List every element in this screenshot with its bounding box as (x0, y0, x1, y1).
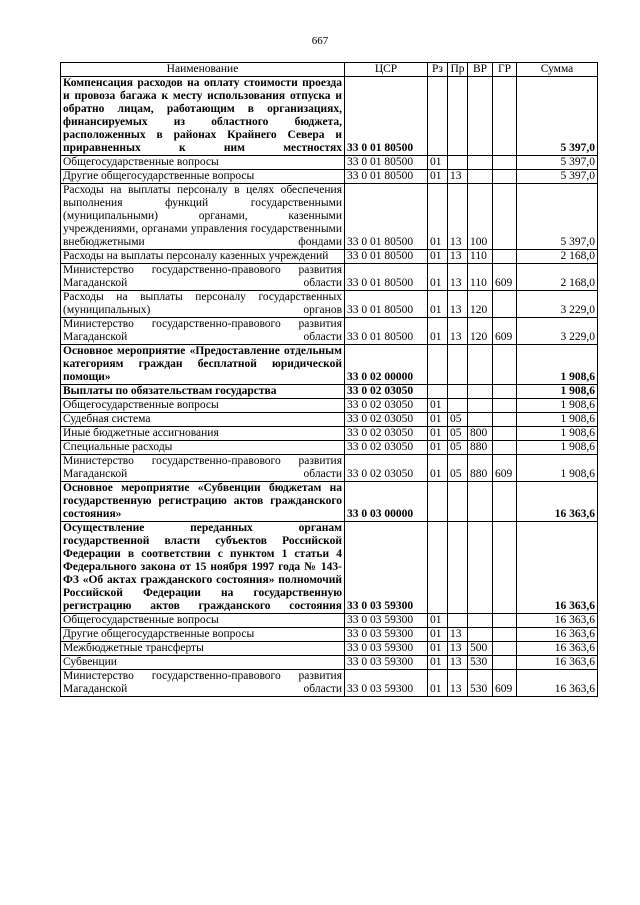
cell-vr (468, 170, 493, 184)
cell-csr: 33 0 02 03050 (345, 385, 428, 399)
cell-sum: 1 908,6 (517, 399, 598, 413)
cell-rz: 01 (428, 264, 448, 291)
cell-csr: 33 0 02 03050 (345, 427, 428, 441)
cell-gr: 609 (493, 670, 517, 697)
cell-csr: 33 0 03 59300 (345, 642, 428, 656)
cell-sum: 2 168,0 (517, 250, 598, 264)
cell-name: Общегосударственные вопросы (61, 156, 345, 170)
cell-pr: 13 (448, 264, 468, 291)
cell-gr (493, 170, 517, 184)
table-row (61, 614, 598, 628)
cell-sum: 1 908,6 (517, 345, 598, 385)
cell-csr: 33 0 02 03050 (345, 413, 428, 427)
column-header-rz: Рз (428, 63, 448, 77)
cell-vr (468, 614, 493, 628)
table-row (61, 345, 598, 385)
cell-vr (468, 399, 493, 413)
cell-name: Выплаты по обязательствам государства (61, 385, 345, 399)
column-header-vr: ВР (468, 63, 493, 77)
cell-csr: 33 0 01 80500 (345, 156, 428, 170)
cell-csr: 33 0 01 80500 (345, 318, 428, 345)
cell-csr: 33 0 03 59300 (345, 628, 428, 642)
cell-vr (468, 482, 493, 522)
cell-name: Специальные расходы (61, 441, 345, 455)
cell-name: Министерство государственно-правового развития Магаданской области (61, 670, 345, 697)
table-row (61, 184, 598, 250)
cell-csr: 33 0 03 59300 (345, 522, 428, 614)
cell-sum: 1 908,6 (517, 413, 598, 427)
column-header-sum: Сумма (517, 63, 598, 77)
column-header-csr: ЦСР (345, 63, 428, 77)
cell-sum: 16 363,6 (517, 614, 598, 628)
column-header-gr: ГР (493, 63, 517, 77)
cell-vr: 530 (468, 670, 493, 697)
cell-gr: 609 (493, 264, 517, 291)
cell-pr (448, 399, 468, 413)
cell-name: Другие общегосударственные вопросы (61, 628, 345, 642)
cell-sum: 5 397,0 (517, 184, 598, 250)
cell-rz: 01 (428, 614, 448, 628)
cell-pr (448, 522, 468, 614)
cell-rz: 01 (428, 399, 448, 413)
cell-pr (448, 482, 468, 522)
cell-pr: 13 (448, 170, 468, 184)
cell-vr (468, 77, 493, 156)
cell-vr: 110 (468, 264, 493, 291)
cell-gr (493, 427, 517, 441)
cell-pr: 13 (448, 642, 468, 656)
table-row (61, 264, 598, 291)
cell-rz: 01 (428, 642, 448, 656)
cell-rz: 01 (428, 250, 448, 264)
cell-rz: 01 (428, 413, 448, 427)
table-row (61, 441, 598, 455)
cell-vr: 530 (468, 656, 493, 670)
cell-vr (468, 385, 493, 399)
cell-vr (468, 628, 493, 642)
table-row (61, 455, 598, 482)
cell-name: Расходы на выплаты персоналу в целях обеспечения выполнения функций государственными (муниципальными) органами, казенными учреждениями, органами управления государственными внебюджетными фондами (61, 184, 345, 250)
cell-name: Основное мероприятие «Предоставление отдельным категориям граждан бесплатной юридической помощи» (61, 345, 345, 385)
table-row (61, 250, 598, 264)
cell-pr: 13 (448, 318, 468, 345)
cell-gr (493, 291, 517, 318)
cell-gr (493, 522, 517, 614)
cell-pr (448, 156, 468, 170)
cell-gr (493, 156, 517, 170)
cell-name: Общегосударственные вопросы (61, 399, 345, 413)
cell-name: Иные бюджетные ассигнования (61, 427, 345, 441)
cell-pr (448, 614, 468, 628)
cell-sum: 3 229,0 (517, 291, 598, 318)
cell-csr: 33 0 03 59300 (345, 656, 428, 670)
cell-csr: 33 0 03 59300 (345, 614, 428, 628)
cell-rz: 01 (428, 670, 448, 697)
cell-gr (493, 656, 517, 670)
cell-gr (493, 441, 517, 455)
table-row (61, 670, 598, 697)
cell-gr (493, 345, 517, 385)
cell-rz: 01 (428, 318, 448, 345)
cell-name: Осуществление переданных органам государственной власти субъектов Российской Федерации в соответствии с пунктом 1 статьи 4 Федерального закона от 15 ноября 1997 года № 143-ФЗ «Об актах гражданского состояния» полномочий Российской Федерации на государственную регистрацию актов гражданского состояния (61, 522, 345, 614)
cell-rz: 01 (428, 170, 448, 184)
cell-gr: 609 (493, 318, 517, 345)
table-row (61, 642, 598, 656)
table-row (61, 628, 598, 642)
cell-name: Министерство государственно-правового развития Магаданской области (61, 264, 345, 291)
cell-vr: 880 (468, 441, 493, 455)
cell-pr: 05 (448, 441, 468, 455)
table-row (61, 156, 598, 170)
cell-name: Министерство государственно-правового развития Магаданской области (61, 455, 345, 482)
table-row (61, 427, 598, 441)
cell-csr: 33 0 01 80500 (345, 170, 428, 184)
cell-rz (428, 482, 448, 522)
cell-pr: 13 (448, 628, 468, 642)
budget-table (60, 62, 598, 697)
table-row (61, 399, 598, 413)
cell-pr: 13 (448, 250, 468, 264)
cell-rz: 01 (428, 455, 448, 482)
cell-sum: 16 363,6 (517, 522, 598, 614)
table-row (61, 656, 598, 670)
cell-pr (448, 345, 468, 385)
column-header-pr: Пр (448, 63, 468, 77)
cell-name: Межбюджетные трансферты (61, 642, 345, 656)
cell-gr (493, 385, 517, 399)
cell-name: Министерство государственно-правового развития Магаданской области (61, 318, 345, 345)
cell-vr: 110 (468, 250, 493, 264)
cell-gr (493, 413, 517, 427)
cell-gr (493, 482, 517, 522)
cell-sum: 3 229,0 (517, 318, 598, 345)
cell-csr: 33 0 02 03050 (345, 441, 428, 455)
cell-vr (468, 156, 493, 170)
cell-rz: 01 (428, 291, 448, 318)
cell-rz: 01 (428, 656, 448, 670)
cell-sum: 1 908,6 (517, 455, 598, 482)
cell-rz: 01 (428, 441, 448, 455)
table-body (61, 77, 598, 697)
cell-gr (493, 250, 517, 264)
cell-pr: 05 (448, 427, 468, 441)
cell-pr: 13 (448, 291, 468, 318)
table-row (61, 77, 598, 156)
cell-rz: 01 (428, 628, 448, 642)
cell-name: Основное мероприятие «Субвенции бюджетам на государственную регистрацию актов гражданского состояния» (61, 482, 345, 522)
cell-gr (493, 184, 517, 250)
cell-sum: 16 363,6 (517, 642, 598, 656)
cell-gr (493, 628, 517, 642)
table-row (61, 413, 598, 427)
cell-name: Судебная система (61, 413, 345, 427)
table-header-row (61, 63, 598, 77)
cell-vr (468, 345, 493, 385)
cell-vr: 500 (468, 642, 493, 656)
cell-pr (448, 77, 468, 156)
cell-pr: 13 (448, 656, 468, 670)
cell-name: Компенсация расходов на оплату стоимости проезда и провоза багажа к месту использования отпуска и обратно лицам, работающим в организациях, финансируемых из областного бюджета, расположенных в районах Крайнего Севера и приравненных к ним местностях (61, 77, 345, 156)
table-row (61, 385, 598, 399)
cell-rz (428, 345, 448, 385)
cell-rz (428, 522, 448, 614)
cell-gr (493, 642, 517, 656)
cell-sum: 1 908,6 (517, 427, 598, 441)
cell-gr: 609 (493, 455, 517, 482)
cell-sum: 1 908,6 (517, 441, 598, 455)
cell-gr (493, 399, 517, 413)
cell-vr: 100 (468, 184, 493, 250)
page-number: 667 (311, 35, 329, 47)
cell-csr: 33 0 01 80500 (345, 184, 428, 250)
cell-name: Другие общегосударственные вопросы (61, 170, 345, 184)
cell-pr: 13 (448, 184, 468, 250)
cell-pr: 13 (448, 670, 468, 697)
table-row (61, 291, 598, 318)
cell-csr: 33 0 01 80500 (345, 77, 428, 156)
cell-rz: 01 (428, 156, 448, 170)
cell-sum: 16 363,6 (517, 670, 598, 697)
cell-name: Субвенции (61, 656, 345, 670)
cell-rz: 01 (428, 427, 448, 441)
cell-csr: 33 0 02 03050 (345, 399, 428, 413)
table-row (61, 318, 598, 345)
cell-vr (468, 413, 493, 427)
table-row (61, 482, 598, 522)
cell-name: Расходы на выплаты персоналу государственных (муниципальных) органов (61, 291, 345, 318)
table-row (61, 170, 598, 184)
cell-vr (468, 522, 493, 614)
cell-sum: 16 363,6 (517, 656, 598, 670)
cell-sum: 5 397,0 (517, 77, 598, 156)
cell-name: Общегосударственные вопросы (61, 614, 345, 628)
cell-pr (448, 385, 468, 399)
cell-csr: 33 0 03 59300 (345, 670, 428, 697)
cell-csr: 33 0 01 80500 (345, 264, 428, 291)
column-header-name: Наименование (61, 63, 345, 77)
cell-sum: 16 363,6 (517, 628, 598, 642)
cell-vr: 120 (468, 291, 493, 318)
cell-csr: 33 0 02 03050 (345, 455, 428, 482)
cell-sum: 1 908,6 (517, 385, 598, 399)
table-row (61, 522, 598, 614)
cell-sum: 5 397,0 (517, 156, 598, 170)
cell-csr: 33 0 02 00000 (345, 345, 428, 385)
cell-rz (428, 77, 448, 156)
cell-vr: 880 (468, 455, 493, 482)
cell-pr: 05 (448, 413, 468, 427)
cell-rz (428, 385, 448, 399)
cell-csr: 33 0 01 80500 (345, 291, 428, 318)
cell-csr: 33 0 03 00000 (345, 482, 428, 522)
cell-gr (493, 77, 517, 156)
cell-rz: 01 (428, 184, 448, 250)
cell-sum: 16 363,6 (517, 482, 598, 522)
cell-vr: 800 (468, 427, 493, 441)
cell-vr: 120 (468, 318, 493, 345)
cell-pr: 05 (448, 455, 468, 482)
cell-sum: 5 397,0 (517, 170, 598, 184)
cell-gr (493, 614, 517, 628)
cell-sum: 2 168,0 (517, 264, 598, 291)
cell-csr: 33 0 01 80500 (345, 250, 428, 264)
cell-name: Расходы на выплаты персоналу казенных учреждений (61, 250, 345, 264)
